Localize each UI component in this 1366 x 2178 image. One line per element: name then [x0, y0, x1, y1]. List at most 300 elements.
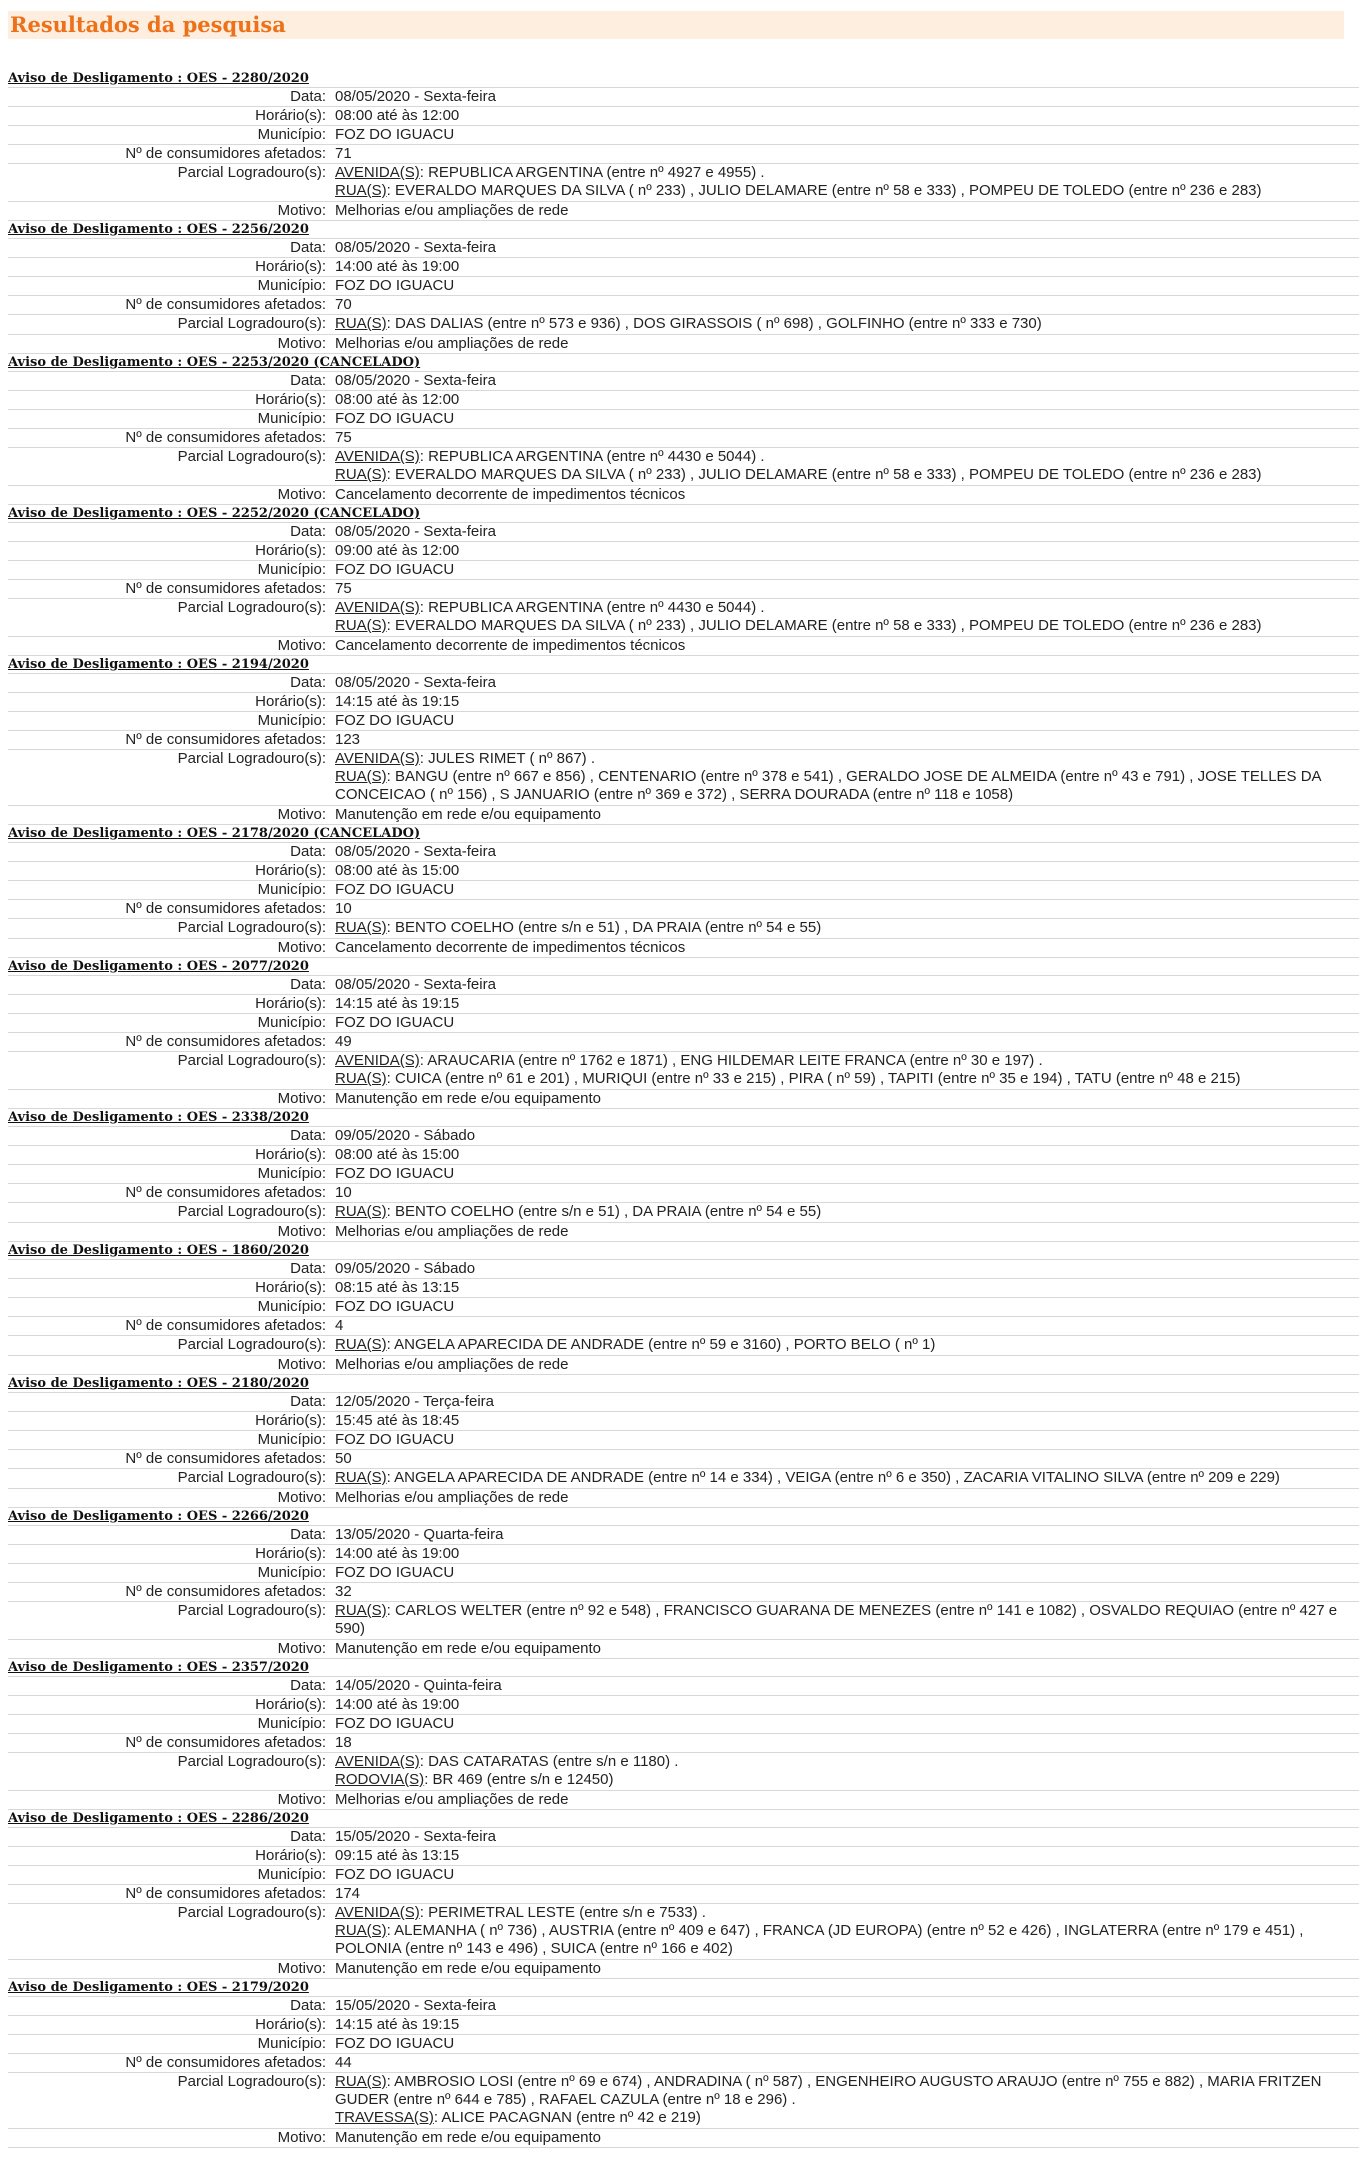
field-row-motivo: [8, 1791, 1359, 1810]
field-value: Manutenção em rede e/ou equipamento: [326, 806, 1359, 825]
field-row-horario: [8, 1545, 1359, 1564]
field-row-consumidores: [8, 1033, 1359, 1052]
field-label: Motivo:: [8, 335, 326, 354]
field-label: Município:: [8, 126, 326, 145]
field-label: Parcial Logradouro(s):: [8, 1336, 326, 1356]
logradouro-list: [326, 750, 1359, 806]
notice-heading: Aviso de Desligamento : OES - 2256/2020: [8, 221, 1359, 239]
field-value: Cancelamento decorrente de impedimentos técnicos: [326, 486, 1359, 505]
logradouro-text: : BANGU (entre nº 667 e 856) , CENTENARIO (entre nº 378 e 541) , GERALDO JOSE DE ALMEIDA (entre nº 43 e 791) , JOSE TELLES DA CONCEICAO ( nº 156) , S JANUARIO (entre nº 369 e 372) , SERRA DOURADA (entre nº 118 e 1058): [335, 768, 1321, 803]
field-value: 14/05/2020 - Quinta-feira: [326, 1677, 1359, 1696]
field-value: 08:00 até às 15:00: [326, 1146, 1359, 1165]
logradouro-text: : EVERALDO MARQUES DA SILVA ( nº 233) , JULIO DELAMARE (entre nº 58 e 333) , POMPEU DE TOLEDO (entre nº 236 e 283): [386, 182, 1262, 199]
field-value: 09:00 até às 12:00: [326, 542, 1359, 561]
notice-heading: Aviso de Desligamento : OES - 2252/2020 (CANCELADO): [8, 505, 1359, 523]
field-label: Horário(s):: [8, 2016, 326, 2035]
logradouro-list: [326, 315, 1359, 335]
field-label: Município:: [8, 1715, 326, 1734]
notice-heading: Aviso de Desligamento : OES - 2253/2020 (CANCELADO): [8, 354, 1359, 372]
field-value: Manutenção em rede e/ou equipamento: [326, 1960, 1359, 1979]
field-row-municipio: [8, 2035, 1359, 2054]
field-value: 08/05/2020 - Sexta-feira: [326, 88, 1359, 107]
notice-heading: Aviso de Desligamento : OES - 2077/2020: [8, 958, 1359, 976]
field-row-horario: [8, 542, 1359, 561]
field-value: 75: [326, 580, 1359, 599]
field-label: Nº de consumidores afetados:: [8, 2054, 326, 2073]
field-row-logradouros: [8, 750, 1359, 806]
field-row-motivo: [8, 1223, 1359, 1242]
notice-block: [8, 656, 1359, 825]
field-row-horario: [8, 693, 1359, 712]
field-label: Nº de consumidores afetados:: [8, 731, 326, 750]
field-label: Data:: [8, 88, 326, 107]
field-row-logradouros: [8, 2073, 1359, 2129]
field-row-data: [8, 1127, 1359, 1146]
logradouro-list: [326, 599, 1359, 637]
notice-block: [8, 1810, 1359, 1979]
field-row-data: [8, 843, 1359, 862]
field-value: Manutenção em rede e/ou equipamento: [326, 1090, 1359, 1109]
field-label: Parcial Logradouro(s):: [8, 1469, 326, 1489]
field-label: Data:: [8, 976, 326, 995]
field-value: FOZ DO IGUACU: [326, 410, 1359, 429]
field-label: Município:: [8, 410, 326, 429]
field-value: FOZ DO IGUACU: [326, 1431, 1359, 1450]
logradouro-list: [326, 1753, 1359, 1791]
field-row-logradouros: [8, 448, 1359, 486]
field-label: Nº de consumidores afetados:: [8, 1317, 326, 1336]
field-row-consumidores: [8, 429, 1359, 448]
logradouro-list: [326, 164, 1359, 202]
field-label: Nº de consumidores afetados:: [8, 296, 326, 315]
field-label: Data:: [8, 1526, 326, 1545]
field-label: Data:: [8, 674, 326, 693]
logradouro-line: [335, 1922, 1359, 1958]
logradouro-text: : DAS DALIAS (entre nº 573 e 936) , DOS GIRASSOIS ( nº 698) , GOLFINHO (entre nº 333 e 730): [386, 315, 1042, 332]
field-value: 44: [326, 2054, 1359, 2073]
logradouro-type: RUA(S): [335, 1070, 387, 1087]
field-value: 09:15 até às 13:15: [326, 1847, 1359, 1866]
field-row-data: [8, 1260, 1359, 1279]
field-value: 14:00 até às 19:00: [326, 1696, 1359, 1715]
field-row-logradouros: [8, 919, 1359, 939]
field-label: Data:: [8, 239, 326, 258]
field-row-data: [8, 88, 1359, 107]
notice-heading: Aviso de Desligamento : OES - 2357/2020: [8, 1659, 1359, 1677]
field-row-horario: [8, 107, 1359, 126]
notice-heading: Aviso de Desligamento : OES - 1860/2020: [8, 1242, 1359, 1260]
field-row-consumidores: [8, 1885, 1359, 1904]
field-label: Município:: [8, 712, 326, 731]
field-label: Horário(s):: [8, 1545, 326, 1564]
field-label: Data:: [8, 1997, 326, 2016]
field-value: Melhorias e/ou ampliações de rede: [326, 1356, 1359, 1375]
field-label: Nº de consumidores afetados:: [8, 580, 326, 599]
field-label: Nº de consumidores afetados:: [8, 1734, 326, 1753]
field-value: 08/05/2020 - Sexta-feira: [326, 843, 1359, 862]
field-value: Melhorias e/ou ampliações de rede: [326, 1791, 1359, 1810]
logradouro-line: [335, 182, 1359, 200]
logradouro-text: : BR 469 (entre s/n e 12450): [424, 1771, 614, 1788]
logradouro-line: [335, 750, 1359, 768]
field-row-consumidores: [8, 1184, 1359, 1203]
notice-block: [8, 1508, 1359, 1659]
logradouro-type: TRAVESSA(S): [335, 2109, 434, 2126]
field-value: 08:00 até às 12:00: [326, 391, 1359, 410]
field-value: Cancelamento decorrente de impedimentos técnicos: [326, 637, 1359, 656]
field-value: 4: [326, 1317, 1359, 1336]
field-row-municipio: [8, 1298, 1359, 1317]
field-label: Parcial Logradouro(s):: [8, 1753, 326, 1791]
field-label: Parcial Logradouro(s):: [8, 1602, 326, 1640]
logradouro-type: AVENIDA(S): [335, 750, 420, 767]
field-label: Horário(s):: [8, 1847, 326, 1866]
logradouro-text: : JULES RIMET ( nº 867) .: [419, 750, 595, 767]
notice-block: [8, 1242, 1359, 1375]
field-label: Motivo:: [8, 202, 326, 221]
field-label: Nº de consumidores afetados:: [8, 1885, 326, 1904]
notice-list: [8, 70, 1344, 2148]
field-value: 123: [326, 731, 1359, 750]
logradouro-line: [335, 1753, 1359, 1771]
field-value: 32: [326, 1583, 1359, 1602]
field-row-horario: [8, 2016, 1359, 2035]
field-row-municipio: [8, 277, 1359, 296]
field-value: 08/05/2020 - Sexta-feira: [326, 372, 1359, 391]
logradouro-line: [335, 466, 1359, 484]
logradouro-type: AVENIDA(S): [335, 1904, 420, 1921]
field-label: Município:: [8, 277, 326, 296]
notice-block: [8, 505, 1359, 656]
field-row-logradouros: [8, 1753, 1359, 1791]
logradouro-type: RUA(S): [335, 919, 387, 936]
logradouro-type: RODOVIA(S): [335, 1771, 425, 1788]
field-row-motivo: [8, 939, 1359, 958]
field-label: Nº de consumidores afetados:: [8, 1184, 326, 1203]
field-value: FOZ DO IGUACU: [326, 2035, 1359, 2054]
field-row-horario: [8, 258, 1359, 277]
field-label: Nº de consumidores afetados:: [8, 429, 326, 448]
field-row-motivo: [8, 486, 1359, 505]
field-label: Município:: [8, 1165, 326, 1184]
field-value: 75: [326, 429, 1359, 448]
field-value: Melhorias e/ou ampliações de rede: [326, 202, 1359, 221]
field-label: Motivo:: [8, 1640, 326, 1659]
field-value: 10: [326, 900, 1359, 919]
field-label: Município:: [8, 1866, 326, 1885]
logradouro-type: AVENIDA(S): [335, 1753, 420, 1770]
logradouro-text: : REPUBLICA ARGENTINA (entre nº 4927 e 4955) .: [419, 164, 765, 181]
logradouro-list: [326, 1052, 1359, 1090]
field-label: Motivo:: [8, 939, 326, 958]
field-row-consumidores: [8, 296, 1359, 315]
field-row-motivo: [8, 637, 1359, 656]
logradouro-type: RUA(S): [335, 617, 387, 634]
field-row-municipio: [8, 1564, 1359, 1583]
field-row-data: [8, 1677, 1359, 1696]
field-label: Parcial Logradouro(s):: [8, 750, 326, 806]
logradouro-list: [326, 1469, 1359, 1489]
field-label: Horário(s):: [8, 107, 326, 126]
field-value: FOZ DO IGUACU: [326, 1866, 1359, 1885]
field-value: 15:45 até às 18:45: [326, 1412, 1359, 1431]
field-value: Melhorias e/ou ampliações de rede: [326, 1489, 1359, 1508]
logradouro-line: [335, 1070, 1359, 1088]
field-row-motivo: [8, 335, 1359, 354]
notice-block: [8, 70, 1359, 221]
field-label: Parcial Logradouro(s):: [8, 1052, 326, 1090]
page-title: Resultados da pesquisa: [8, 11, 1344, 39]
logradouro-list: [326, 1336, 1359, 1356]
field-label: Motivo:: [8, 486, 326, 505]
field-label: Município:: [8, 1298, 326, 1317]
notice-block: [8, 221, 1359, 354]
field-row-motivo: [8, 1356, 1359, 1375]
logradouro-type: AVENIDA(S): [335, 164, 420, 181]
notice-block: [8, 1109, 1359, 1242]
logradouro-line: [335, 1904, 1359, 1922]
logradouro-text: : ALICE PACAGNAN (entre nº 42 e 219): [433, 2109, 701, 2126]
logradouro-line: [335, 617, 1359, 635]
field-value: Cancelamento decorrente de impedimentos técnicos: [326, 939, 1359, 958]
field-value: 15/05/2020 - Sexta-feira: [326, 1997, 1359, 2016]
field-value: FOZ DO IGUACU: [326, 126, 1359, 145]
field-row-logradouros: [8, 1469, 1359, 1489]
field-row-consumidores: [8, 1450, 1359, 1469]
field-value: FOZ DO IGUACU: [326, 1165, 1359, 1184]
logradouro-line: [335, 768, 1359, 804]
field-value: FOZ DO IGUACU: [326, 1715, 1359, 1734]
notice-heading: Aviso de Desligamento : OES - 2179/2020: [8, 1979, 1359, 1997]
field-value: 14:00 até às 19:00: [326, 258, 1359, 277]
field-row-logradouros: [8, 1602, 1359, 1640]
field-row-consumidores: [8, 2054, 1359, 2073]
field-row-municipio: [8, 126, 1359, 145]
logradouro-text: : ANGELA APARECIDA DE ANDRADE (entre nº 59 e 3160) , PORTO BELO ( nº 1): [386, 1336, 936, 1353]
logradouro-list: [326, 448, 1359, 486]
logradouro-list: [326, 1602, 1359, 1640]
field-row-horario: [8, 1696, 1359, 1715]
field-value: 14:15 até às 19:15: [326, 693, 1359, 712]
field-label: Motivo:: [8, 637, 326, 656]
field-label: Parcial Logradouro(s):: [8, 164, 326, 202]
field-label: Data:: [8, 523, 326, 542]
field-label: Data:: [8, 843, 326, 862]
field-row-logradouros: [8, 1052, 1359, 1090]
field-label: Motivo:: [8, 2129, 326, 2148]
field-row-logradouros: [8, 599, 1359, 637]
field-value: Melhorias e/ou ampliações de rede: [326, 1223, 1359, 1242]
field-row-data: [8, 1828, 1359, 1847]
field-value: 14:15 até às 19:15: [326, 995, 1359, 1014]
logradouro-text: : AMBROSIO LOSI (entre nº 69 e 674) , ANDRADINA ( nº 587) , ENGENHEIRO AUGUSTO ARAUJO (entre nº 755 e 882) , MARIA FRITZEN GUDER (entre nº 644 e 785) , RAFAEL CAZULA (entre nº 18 e 296) .: [335, 2073, 1322, 2108]
field-row-logradouros: [8, 1904, 1359, 1960]
logradouro-text: : REPUBLICA ARGENTINA (entre nº 4430 e 5044) .: [419, 599, 765, 616]
field-label: Motivo:: [8, 1489, 326, 1508]
field-value: 18: [326, 1734, 1359, 1753]
field-row-logradouros: [8, 315, 1359, 335]
field-label: Parcial Logradouro(s):: [8, 919, 326, 939]
field-label: Horário(s):: [8, 1412, 326, 1431]
field-label: Município:: [8, 2035, 326, 2054]
notice-block: [8, 1659, 1359, 1810]
logradouro-list: [326, 919, 1359, 939]
logradouro-text: : PERIMETRAL LESTE (entre s/n e 7533) .: [419, 1904, 706, 1921]
field-label: Motivo:: [8, 806, 326, 825]
field-value: FOZ DO IGUACU: [326, 1014, 1359, 1033]
field-label: Motivo:: [8, 1356, 326, 1375]
logradouro-text: : ANGELA APARECIDA DE ANDRADE (entre nº 14 e 334) , VEIGA (entre nº 6 e 350) , ZACARIA VITALINO SILVA (entre nº 209 e 229): [386, 1469, 1280, 1486]
field-value: FOZ DO IGUACU: [326, 1564, 1359, 1583]
field-row-horario: [8, 995, 1359, 1014]
field-value: 10: [326, 1184, 1359, 1203]
field-label: Data:: [8, 1260, 326, 1279]
logradouro-type: RUA(S): [335, 1469, 387, 1486]
logradouro-type: RUA(S): [335, 1602, 387, 1619]
field-label: Horário(s):: [8, 1696, 326, 1715]
field-row-logradouros: [8, 164, 1359, 202]
field-label: Horário(s):: [8, 542, 326, 561]
field-row-motivo: [8, 806, 1359, 825]
field-row-horario: [8, 862, 1359, 881]
field-label: Parcial Logradouro(s):: [8, 448, 326, 486]
field-row-data: [8, 674, 1359, 693]
field-label: Município:: [8, 1564, 326, 1583]
logradouro-text: : ARAUCARIA (entre nº 1762 e 1871) , ENG HILDEMAR LEITE FRANCA (entre nº 30 e 197) .: [419, 1052, 1043, 1069]
field-label: Data:: [8, 1677, 326, 1696]
logradouro-text: : CARLOS WELTER (entre nº 92 e 548) , FRANCISCO GUARANA DE MENEZES (entre nº 141 e 1082) , OSVALDO REQUIAO (entre nº 427 e 590): [335, 1602, 1338, 1637]
field-row-municipio: [8, 881, 1359, 900]
notice-block: [8, 958, 1359, 1109]
field-value: 50: [326, 1450, 1359, 1469]
field-label: Nº de consumidores afetados:: [8, 1583, 326, 1602]
field-label: Horário(s):: [8, 995, 326, 1014]
field-row-data: [8, 1393, 1359, 1412]
field-row-horario: [8, 1279, 1359, 1298]
logradouro-line: [335, 1052, 1359, 1070]
logradouro-type: RUA(S): [335, 182, 387, 199]
field-row-municipio: [8, 410, 1359, 429]
logradouro-list: [326, 1904, 1359, 1960]
field-value: 174: [326, 1885, 1359, 1904]
notice-heading: Aviso de Desligamento : OES - 2194/2020: [8, 656, 1359, 674]
field-label: Nº de consumidores afetados:: [8, 1450, 326, 1469]
field-label: Município:: [8, 1014, 326, 1033]
field-label: Horário(s):: [8, 1279, 326, 1298]
logradouro-text: : ALEMANHA ( nº 736) , AUSTRIA (entre nº 409 e 647) , FRANCA (JD EUROPA) (entre nº 52 e 426) , INGLATERRA (entre nº 179 e 451) , POLONIA (entre nº 143 e 496) , SUICA (entre nº 166 e 402): [335, 1922, 1304, 1957]
logradouro-type: AVENIDA(S): [335, 448, 420, 465]
field-label: Parcial Logradouro(s):: [8, 1904, 326, 1960]
field-value: 08/05/2020 - Sexta-feira: [326, 674, 1359, 693]
logradouro-line: [335, 315, 1359, 333]
field-label: Horário(s):: [8, 693, 326, 712]
notice-block: [8, 1375, 1359, 1508]
field-value: 13/05/2020 - Quarta-feira: [326, 1526, 1359, 1545]
logradouro-type: RUA(S): [335, 466, 387, 483]
field-value: FOZ DO IGUACU: [326, 712, 1359, 731]
logradouro-type: RUA(S): [335, 768, 387, 785]
field-value: FOZ DO IGUACU: [326, 881, 1359, 900]
field-label: Nº de consumidores afetados:: [8, 145, 326, 164]
field-row-data: [8, 1526, 1359, 1545]
field-label: Motivo:: [8, 1223, 326, 1242]
field-value: 08:00 até às 15:00: [326, 862, 1359, 881]
field-row-municipio: [8, 1014, 1359, 1033]
logradouro-type: AVENIDA(S): [335, 1052, 420, 1069]
field-row-motivo: [8, 202, 1359, 221]
logradouro-line: [335, 919, 1359, 937]
field-row-municipio: [8, 1866, 1359, 1885]
field-row-municipio: [8, 561, 1359, 580]
field-value: 14:15 até às 19:15: [326, 2016, 1359, 2035]
field-row-consumidores: [8, 145, 1359, 164]
field-row-motivo: [8, 1960, 1359, 1979]
notice-block: [8, 1979, 1359, 2148]
field-row-municipio: [8, 1715, 1359, 1734]
field-label: Parcial Logradouro(s):: [8, 599, 326, 637]
logradouro-text: : REPUBLICA ARGENTINA (entre nº 4430 e 5044) .: [419, 448, 765, 465]
logradouro-type: RUA(S): [335, 1922, 387, 1939]
field-row-consumidores: [8, 1734, 1359, 1753]
logradouro-text: : EVERALDO MARQUES DA SILVA ( nº 233) , JULIO DELAMARE (entre nº 58 e 333) , POMPEU DE TOLEDO (entre nº 236 e 283): [386, 466, 1262, 483]
field-value: Manutenção em rede e/ou equipamento: [326, 2129, 1359, 2148]
field-label: Município:: [8, 881, 326, 900]
logradouro-text: : CUICA (entre nº 61 e 201) , MURIQUI (entre nº 33 e 215) , PIRA ( nº 59) , TAPITI (entre nº 35 e 194) , TATU (entre nº 48 e 215): [386, 1070, 1241, 1087]
notice-heading: Aviso de Desligamento : OES - 2338/2020: [8, 1109, 1359, 1127]
notice-heading: Aviso de Desligamento : OES - 2266/2020: [8, 1508, 1359, 1526]
notice-heading: Aviso de Desligamento : OES - 2180/2020: [8, 1375, 1359, 1393]
field-row-consumidores: [8, 900, 1359, 919]
field-label: Data:: [8, 1127, 326, 1146]
field-value: Melhorias e/ou ampliações de rede: [326, 335, 1359, 354]
logradouro-text: : DAS CATARATAS (entre s/n e 1180) .: [419, 1753, 679, 1770]
logradouro-type: AVENIDA(S): [335, 599, 420, 616]
field-value: Manutenção em rede e/ou equipamento: [326, 1640, 1359, 1659]
field-row-municipio: [8, 712, 1359, 731]
logradouro-line: [335, 2073, 1359, 2109]
logradouro-line: [335, 164, 1359, 182]
field-label: Motivo:: [8, 1960, 326, 1979]
field-value: FOZ DO IGUACU: [326, 561, 1359, 580]
logradouro-line: [335, 1336, 1359, 1354]
field-value: 08/05/2020 - Sexta-feira: [326, 523, 1359, 542]
field-value: FOZ DO IGUACU: [326, 277, 1359, 296]
field-row-horario: [8, 1847, 1359, 1866]
field-label: Município:: [8, 1431, 326, 1450]
notice-heading: Aviso de Desligamento : OES - 2286/2020: [8, 1810, 1359, 1828]
field-label: Horário(s):: [8, 258, 326, 277]
logradouro-line: [335, 1203, 1359, 1221]
field-row-horario: [8, 1146, 1359, 1165]
logradouro-type: RUA(S): [335, 315, 387, 332]
field-row-logradouros: [8, 1336, 1359, 1356]
field-label: Parcial Logradouro(s):: [8, 2073, 326, 2129]
field-value: 08/05/2020 - Sexta-feira: [326, 239, 1359, 258]
field-label: Horário(s):: [8, 391, 326, 410]
field-row-data: [8, 976, 1359, 995]
logradouro-line: [335, 1602, 1359, 1638]
notice-heading: Aviso de Desligamento : OES - 2280/2020: [8, 70, 1359, 88]
field-label: Horário(s):: [8, 862, 326, 881]
field-row-consumidores: [8, 731, 1359, 750]
logradouro-type: RUA(S): [335, 1336, 387, 1353]
field-label: Motivo:: [8, 1791, 326, 1810]
field-value: FOZ DO IGUACU: [326, 1298, 1359, 1317]
notice-heading: Aviso de Desligamento : OES - 2178/2020 (CANCELADO): [8, 825, 1359, 843]
field-label: Nº de consumidores afetados:: [8, 900, 326, 919]
logradouro-line: [335, 599, 1359, 617]
field-row-logradouros: [8, 1203, 1359, 1223]
